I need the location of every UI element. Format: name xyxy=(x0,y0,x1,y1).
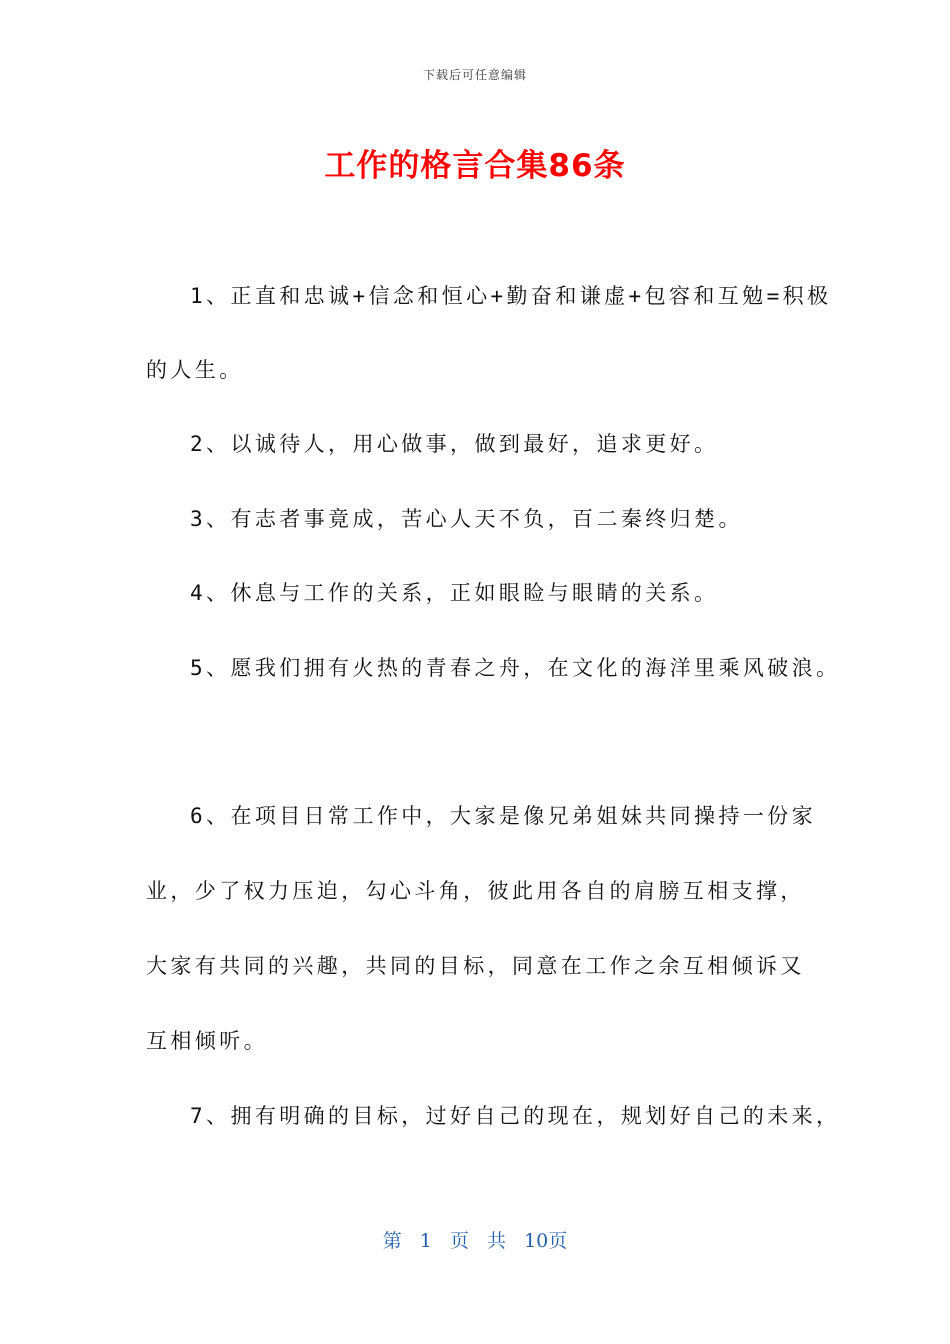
footer-ye: 页 xyxy=(449,1230,469,1252)
header-note: 下载后可任意编辑 xyxy=(422,68,527,82)
footer-gong: 共 xyxy=(487,1230,507,1252)
footer-di: 第 xyxy=(382,1230,402,1252)
footer-total-pages: 10页 xyxy=(524,1230,568,1252)
paragraph-2: 2、以诚待人，用心做事，做到最好，追求更好。 xyxy=(190,432,719,456)
paragraph-6-line-4: 互相倾听。 xyxy=(146,1029,268,1053)
paragraph-5: 5、愿我们拥有火热的青春之舟，在文化的海洋里乘风破浪。 xyxy=(190,656,841,680)
footer-current-page: 1 xyxy=(419,1230,432,1252)
paragraph-1-line-1: 1、正直和忠诚+信念和恒心+勤奋和谦虚+包容和互勉=积极 xyxy=(190,284,832,308)
document-title: 工作的格言合集86条 xyxy=(324,148,626,184)
paragraph-6-line-2: 业，少了权力压迫，勾心斗角，彼此用各自的肩膀互相支撑， xyxy=(146,879,805,903)
page-footer xyxy=(0,1226,950,1253)
paragraph-6-line-1: 6、在项目日常工作中，大家是像兄弟姐妹共同操持一份家 xyxy=(190,804,817,828)
paragraph-6-line-3: 大家有共同的兴趣，共同的目标，同意在工作之余互相倾诉又 xyxy=(146,954,805,978)
paragraph-7-line-1: 7、拥有明确的目标，过好自己的现在，规划好自己的未来， xyxy=(190,1104,841,1128)
paragraph-1-line-2: 的人生。 xyxy=(146,358,244,382)
paragraph-4: 4、休息与工作的关系，正如眼睑与眼睛的关系。 xyxy=(190,581,719,605)
paragraph-3: 3、有志者事竟成，苦心人天不负，百二秦终归楚。 xyxy=(190,507,743,531)
